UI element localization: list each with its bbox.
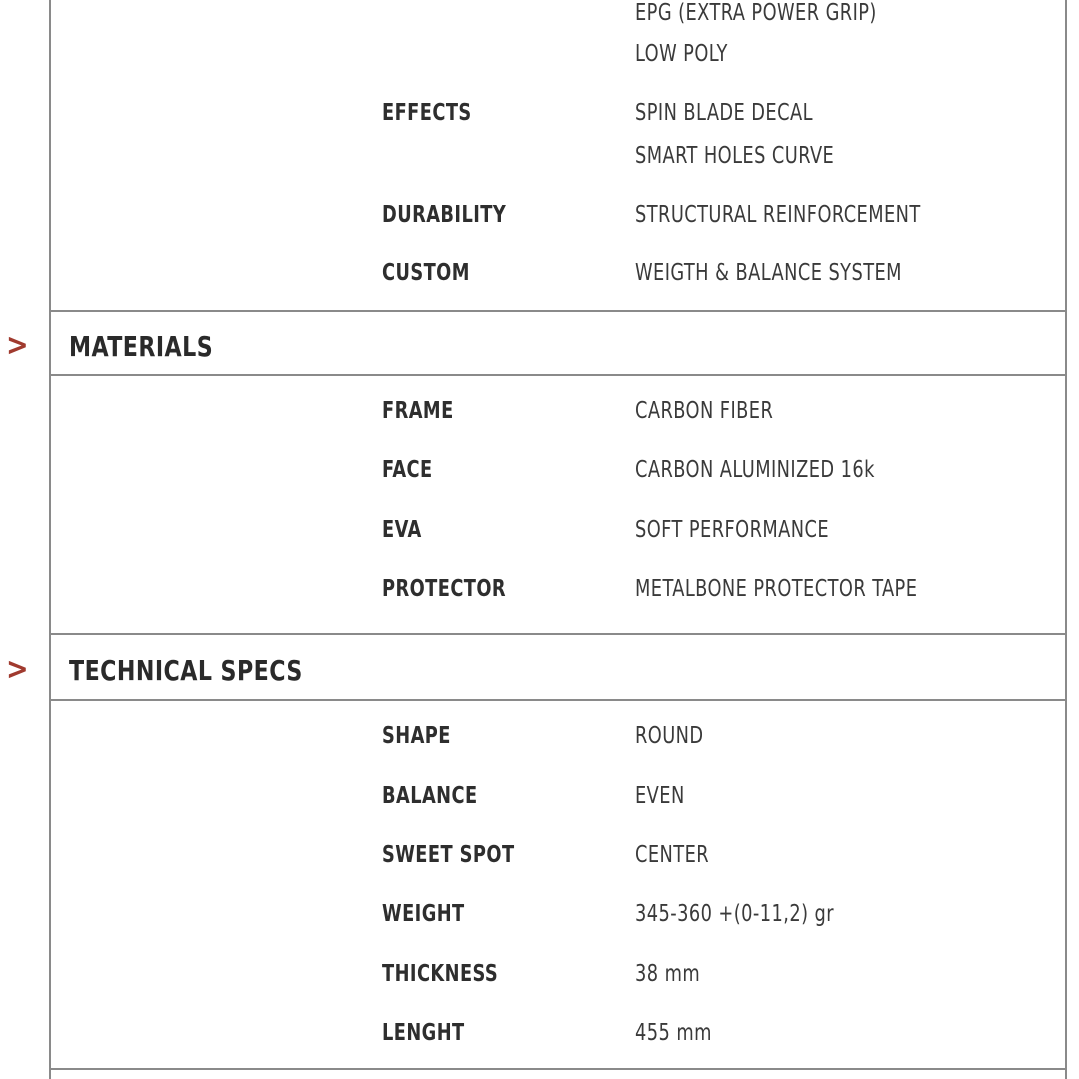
chevron-right-icon: > (6, 328, 30, 363)
section-title-materials[interactable]: MATERIALS (69, 330, 214, 363)
section-divider (49, 1068, 1067, 1070)
spec-label-custom: CUSTOM (382, 260, 470, 286)
spec-value: METALBONE PROTECTOR TAPE (635, 576, 918, 602)
spec-value: SPIN BLADE DECAL (635, 100, 813, 126)
spec-value: EPG (EXTRA POWER GRIP) (635, 0, 877, 26)
spec-label-weight: WEIGHT (382, 901, 465, 927)
spec-label-balance: BALANCE (382, 783, 478, 809)
spec-label-protector: PROTECTOR (382, 576, 507, 602)
spec-value: ROUND (635, 723, 704, 749)
section-divider (49, 310, 1067, 312)
spec-value: 345-360 +(0-11,2) gr (635, 901, 835, 927)
spec-value: LOW POLY (635, 41, 728, 67)
section-title-technical-specs[interactable]: TECHNICAL SPECS (69, 654, 303, 687)
spec-value: SOFT PERFORMANCE (635, 517, 830, 543)
spec-label-thickness: THICKNESS (382, 961, 499, 987)
spec-label-effects: EFFECTS (382, 100, 472, 126)
chevron-right-icon: > (6, 652, 30, 687)
spec-value: WEIGTH & BALANCE SYSTEM (635, 260, 902, 286)
spec-label-face: FACE (382, 457, 433, 483)
spec-value: CENTER (635, 842, 710, 868)
spec-label-eva: EVA (382, 517, 422, 543)
spec-label-frame: FRAME (382, 398, 454, 424)
spec-label-sweet-spot: SWEET SPOT (382, 842, 515, 868)
spec-value: SMART HOLES CURVE (635, 143, 835, 169)
spec-value: STRUCTURAL REINFORCEMENT (635, 202, 921, 228)
spec-label-shape: SHAPE (382, 723, 451, 749)
spec-label-durability: DURABILITY (382, 202, 507, 228)
section-divider (49, 374, 1067, 376)
spec-value: CARBON FIBER (635, 398, 774, 424)
spec-value: EVEN (635, 783, 685, 809)
spec-value: CARBON ALUMINIZED 16k (635, 457, 875, 483)
spec-value: 455 mm (635, 1020, 712, 1046)
specs-table-frame (49, 0, 1067, 1079)
section-divider (49, 699, 1067, 701)
spec-label-lenght: LENGHT (382, 1020, 465, 1046)
section-divider (49, 633, 1067, 635)
spec-value: 38 mm (635, 961, 701, 987)
